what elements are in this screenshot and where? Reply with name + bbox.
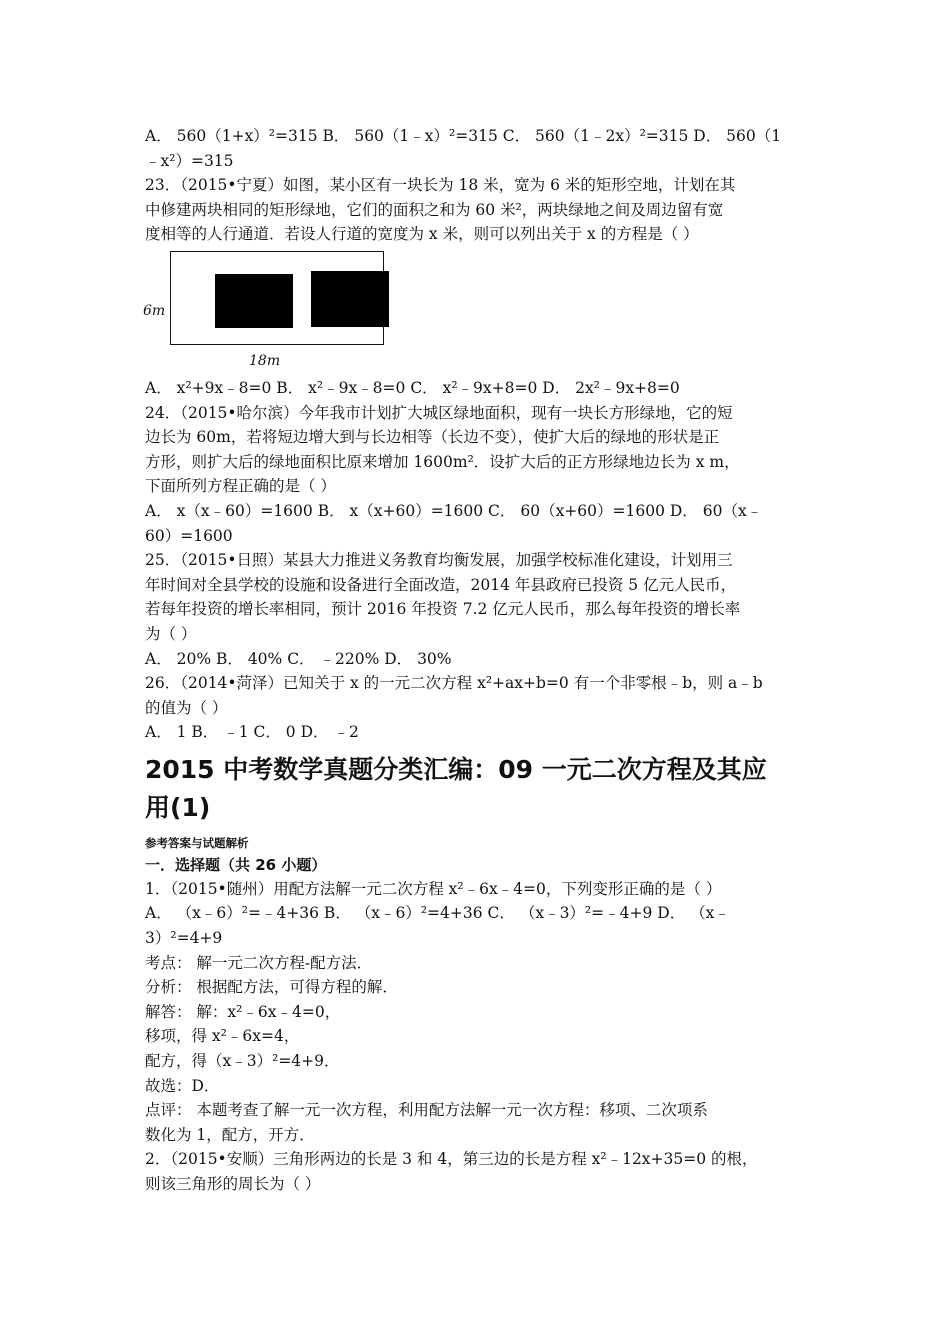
text-line: 2．（2015•安顺）三角形两边的长是 3 和 4，第三边的长是方程 x²﹣12x+35=0 的根， [145,1150,758,1169]
text-line: 26．（2014•菏泽）已知关于 x 的一元二次方程 x²+ax+b=0 有一个非零根﹣b，则 a﹣b [145,674,763,693]
height-label: 6m [143,302,166,319]
text-line: A． x²+9x﹣8=0 B． x²﹣9x﹣8=0 C． x²﹣9x+8=0 D． 2x²﹣9x+8=0 [145,378,680,397]
text-line: 为（ ） [145,624,197,643]
text-line: 年时间对全县学校的设施和设备进行全面改造，2014 年县政府已投资 5 亿元人民币， [145,575,737,594]
text-line: 60）=1600 [145,526,233,545]
text-line: 点评： 本题考查了解一元一次方程，利用配方法解一元一次方程：移项、二次项系 [145,1101,708,1120]
text-line: 配方，得（x﹣3）²=4+9． [145,1052,340,1071]
text-line: 边长为 60m，若将短边增大到与长边相等（长边不变），使扩大后的绿地的形状是正 [145,428,720,447]
rectangle-outline [170,251,384,345]
text-line: 25．（2015•日照）某县大力推进义务教育均衡发展，加强学校标准化建设，计划用三 [145,551,733,570]
width-label: 18m [249,352,281,369]
text-line: A． 1 B． ﹣1 C． 0 D． ﹣2 [145,723,359,742]
text-line: 方形，则扩大后的绿地面积比原来增加 1600m²．设扩大后的正方形绿地边长为 x m， [145,452,740,471]
rectangle-figure [145,248,810,374]
text-line: 下面所列方程正确的是（ ） [145,477,336,496]
text-line: 移项，得 x²﹣6x=4， [145,1027,300,1046]
text-line: A． 20% B． 40% C． ﹣220% D． 30% [145,649,452,668]
section-heading: 一．选择题（共 26 小题） [145,855,327,874]
text-line: 若每年投资的增长率相同，预计 2016 年投资 7.2 亿元人民币，那么每年投资的增长率 [145,600,741,619]
text-line: 3）²=4+9 [145,929,223,948]
text-line: A． 560（1+x）²=315 B． 560（1﹣x）²=315 C． 560（1﹣2x）²=315 D． 560（1 [145,127,782,145]
text-line: A． x（x﹣60）=1600 B． x（x+60）=1600 C． 60（x+60）=1600 D． 60（x﹣ [145,501,763,520]
text-line: 23．（2015•宁夏）如图，某小区有一块长为 18 米，宽为 6 米的矩形空地，计划在其 [145,176,736,195]
text-line: 24．（2015•哈尔滨）今年我市计划扩大城区绿地面积，现有一块长方形绿地，它的短 [145,403,733,422]
title-line: 用(1) [145,792,211,822]
answer-block [145,877,810,1197]
text-line: 1．（2015•随州）用配方法解一元二次方程 x²﹣6x﹣4=0，下列变形正确的是（ ） [145,879,722,898]
green-plot-left [215,274,293,328]
green-plot-right [311,271,389,327]
text-line: 考点： 解一元二次方程-配方法． [145,953,373,972]
question-block-b [145,376,810,745]
page-content [145,124,810,1197]
text-line: A． （x﹣6）²=﹣4+36 B． （x﹣6）²=4+36 C． （x﹣3）²=﹣4+9 D． （x﹣ [145,904,730,923]
answer-subtitle: 参考答案与试题解析 [145,835,249,850]
text-line: 中修建两块相同的矩形绿地，它们的面积之和为 60 米²，两块绿地之间及周边留有宽 [145,200,724,219]
text-line: 的值为（ ） [145,698,228,717]
document-title [145,751,810,827]
text-line: ﹣x²）=315 [145,151,234,170]
text-line: 故选：D． [145,1076,220,1095]
text-line: 分析： 根据配方法，可得方程的解． [145,978,398,997]
text-line: 解答： 解：x²﹣6x﹣4=0， [145,1002,341,1021]
text-line: 则该三角形的周长为（ ） [145,1175,321,1193]
text-line: 数化为 1，配方，开方． [145,1125,315,1144]
question-block-a [145,124,810,247]
text-line: 度相等的人行通道．若设人行道的宽度为 x 米，则可以列出关于 x 的方程是（ ） [145,225,699,244]
title-line: 2015 中考数学真题分类汇编：09 一元二次方程及其应 [145,754,767,784]
